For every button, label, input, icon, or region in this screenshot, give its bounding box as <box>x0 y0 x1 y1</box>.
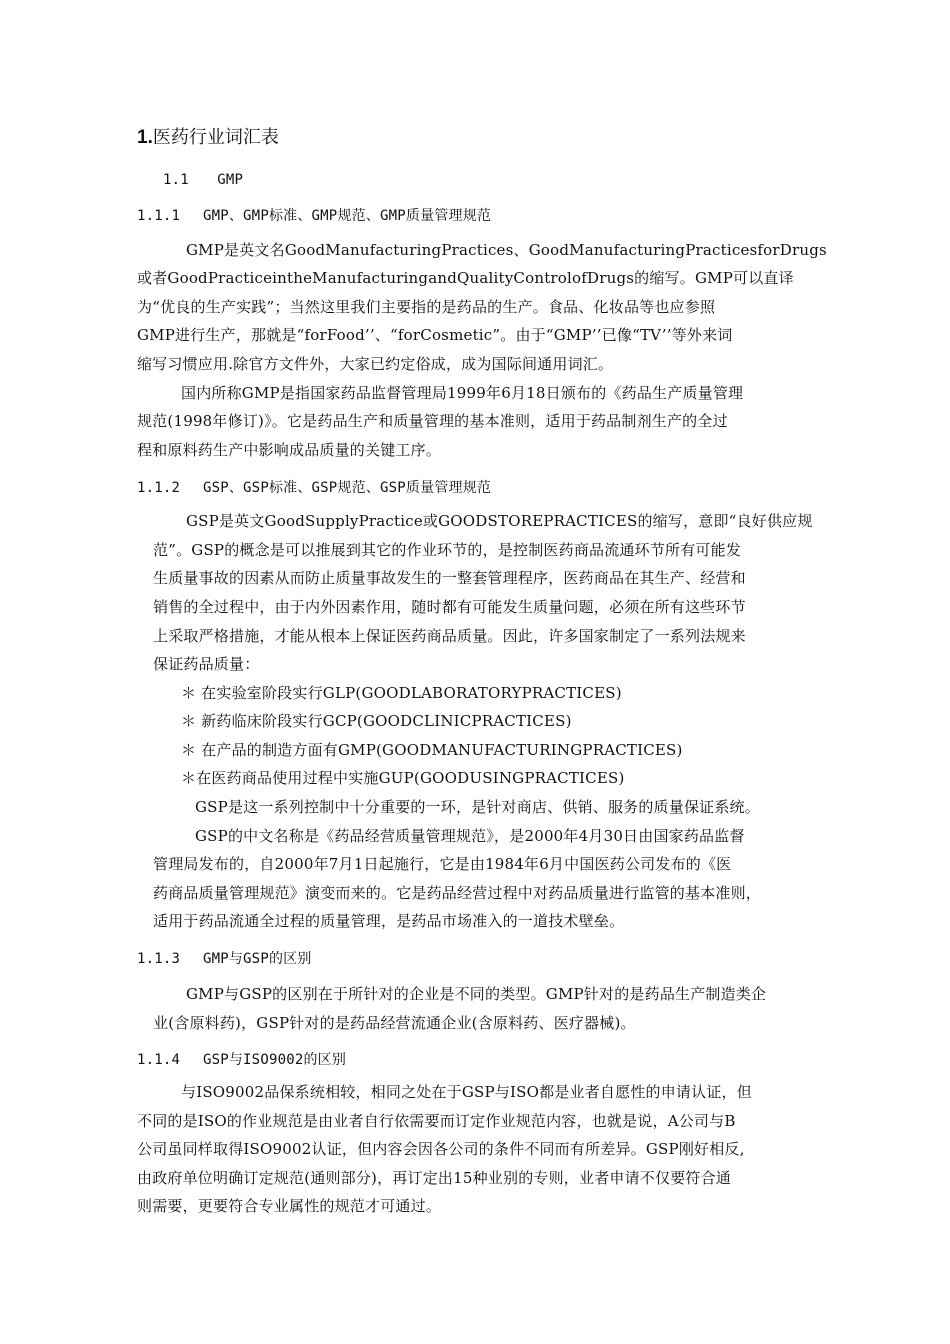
paragraph-line: 生质量事故的因素从而防止质量事故发生的一整套管理程序，医药商品在其生产、经营和 <box>153 569 746 587</box>
paragraph-line: 缩写习惯应用.除官方文件外，大家已约定俗成，成为国际间通用词汇。 <box>137 355 614 373</box>
paragraph-line: 适用于药品流通全过程的质量管理，是药品市场准入的一道技术壁垒。 <box>153 912 625 930</box>
paragraph-line: 不同的是ISO的作业规范是由业者自行依需要而订定作业规范内容，也就是说，A公司与B <box>137 1112 736 1130</box>
paragraph-line: 与ISO9002品保系统相较，相同之处在于GSP与ISO都是业者自愿性的申请认证，但 <box>181 1083 752 1101</box>
bullet-item: ＊在医药商品使用过程中实施GUP(GOODUSINGPRACTICES) <box>181 769 625 787</box>
bullet-item: ＊ 在产品的制造方面有GMP(GOODMANUFACTURINGPRACTICES) <box>181 741 683 759</box>
paragraph-line: GSP是这一系列控制中十分重要的一环，是针对商店、供销、服务的质量保证系统。 <box>195 798 760 816</box>
paragraph-line: 公司虽同样取得ISO9002认证，但内容会因各公司的条件不同而有所差异。GSP刚好相反, <box>137 1140 745 1158</box>
paragraph-line: 为“优良的生产实践”；当然这里我们主要指的是药品的生产。食品、化妆品等也应参照 <box>137 298 716 316</box>
paragraph-line: 业(含原料药)，GSP针对的是药品经营流通企业(含原料药、医疗器械)。 <box>153 1014 636 1032</box>
paragraph-line: 国内所称GMP是指国家药品监督管理局1999年6月18日颁布的《药品生产质量管理 <box>181 384 744 402</box>
paragraph-line: 规范(1998年修订)》。它是药品生产和质量管理的基本准则，适用于药品制剂生产的全过 <box>137 412 728 430</box>
paragraph-line: GMP进行生产，那就是“forFood’’、“forCosmetic”。由于“GMP’’已像“TV’’等外来词 <box>137 326 733 344</box>
bullet-item: ＊ 新药临床阶段实行GCP(GOODCLINICPRACTICES) <box>181 712 572 730</box>
paragraph-line: 由政府单位明确订定规范(通则部分)，再订定出15种业别的专则，业者申请不仅要符合通 <box>137 1169 731 1187</box>
heading-1-1-3: 1.1.3 GMP与GSP的区别 <box>137 951 312 967</box>
paragraph-line: 药商品质量管理规范》演变而来的。它是药品经营过程中对药品质量进行监管的基本准则， <box>153 884 762 902</box>
paragraph-line: GSP是英文GoodSupplyPractice或GOODSTOREPRACTICES的缩写，意即“良好供应规 <box>186 512 813 530</box>
title-number: 1. <box>137 127 153 148</box>
heading-1-1-1: 1.1.1 GMP、GMP标准、GMP规范、GMP质量管理规范 <box>137 208 492 224</box>
paragraph-line: 则需要，更要符合专业属性的规范才可通过。 <box>137 1197 442 1215</box>
paragraph-line: 上采取严格措施，才能从根本上保证医药商品质量。因此，许多国家制定了一系列法规来 <box>153 627 746 645</box>
heading-1-1-4: 1.1.4 GSP与ISO9002的区别 <box>137 1052 347 1068</box>
document-title <box>137 126 279 150</box>
bullet-item: ＊ 在实验室阶段实行GLP(GOODLABORATORYPRACTICES) <box>181 684 622 702</box>
paragraph-line: 管理局发布的，自2000年7月1日起施行，它是由1984年6月中国医药公司发布的《医 <box>153 855 732 873</box>
paragraph-line: GSP的中文名称是《药品经营质量管理规范》，是2000年4月30日由国家药品监督 <box>195 827 745 845</box>
title-text: 医药行业词汇表 <box>152 127 279 148</box>
heading-1-1-2: 1.1.2 GSP、GSP标准、GSP规范、GSP质量管理规范 <box>137 480 492 496</box>
heading-1-1: 1.1 GMP <box>163 172 244 188</box>
paragraph-line: 或者GoodPracticeintheManufacturingandQualityControlofDrugs的缩写。GMP可以直译 <box>137 269 794 287</box>
paragraph-line: 程和原料药生产中影响成品质量的关键工序。 <box>137 441 442 459</box>
paragraph-line: GMP与GSP的区别在于所针对的企业是不同的类型。GMP针对的是药品生产制造类企 <box>186 985 767 1003</box>
paragraph-line: 范”。GSP的概念是可以推展到其它的作业环节的，是控制医药商品流通环节所有可能发 <box>153 541 742 559</box>
paragraph-line: 销售的全过程中，由于内外因素作用，随时都有可能发生质量问题，必须在所有这些环节 <box>153 598 746 616</box>
paragraph-line: 保证药品质量： <box>153 655 260 673</box>
paragraph-line: GMP是英文名GoodManufacturingPractices、GoodManufacturingPracticesforDrugs <box>186 241 827 259</box>
